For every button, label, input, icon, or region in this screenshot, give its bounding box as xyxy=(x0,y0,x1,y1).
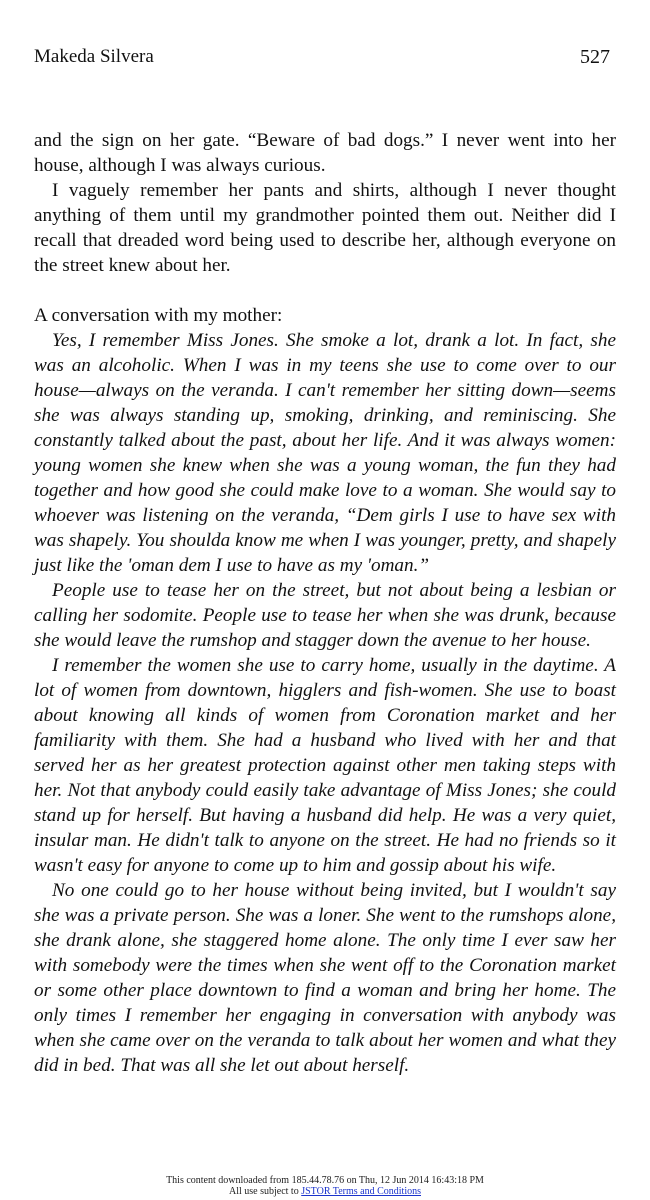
author-name: Makeda Silvera xyxy=(34,46,154,67)
body-text xyxy=(34,128,616,1078)
paragraph-mother-quote-3: I remember the women she use to carry home, usually in the daytime. A lot of women from downtown, higglers and fish-women. She use to boast about knowing all kinds of women from Coronation market and her familiarity with them. She had a husband who lived with her and that served her as her greatest protection against other men taking steps with her. Not that anybody could easily take advantage of Miss Jones; she could stand up for herself. But having a husband did help. He was a very quiet, insular man. He didn't talk to anyone on the street. He had no friends so it wasn't easy for anyone to come up to him and gossip about his wife. xyxy=(34,655,616,876)
running-header xyxy=(34,46,610,72)
terms-prefix: All use subject to xyxy=(229,1186,299,1197)
download-footer xyxy=(0,1175,650,1197)
paragraph-continuation: and the sign on her gate. “Beware of bad dogs.” I never went into her house, although I was always curious. xyxy=(34,130,616,176)
page-number: 527 xyxy=(580,46,610,68)
paragraph-mother-quote-2: People use to tease her on the street, but not about being a lesbian or calling her sodomite. People use to tease her when she was drunk, because she would leave the rumshop and stagger down the avenue to her house. xyxy=(34,580,616,651)
conversation-heading: A conversation with my mother: xyxy=(34,305,283,326)
download-notice: This content downloaded from 185.44.78.76 on Thu, 12 Jun 2014 16:43:18 PM xyxy=(166,1175,484,1186)
paragraph-grandmother-memory: I vaguely remember her pants and shirts, although I never thought anything of them until my grandmother pointed them out. Neither did I recall that dreaded word being used to describe her, although everyone on the street knew about her. xyxy=(34,180,616,276)
jstor-terms-link[interactable]: JSTOR Terms and Conditions xyxy=(301,1186,421,1197)
paragraph-mother-quote-4: No one could go to her house without being invited, but I wouldn't say she was a private person. She was a loner. She went to the rumshops alone, she drank alone, she staggered home alone. The only time I ever saw her with somebody were the times when she went off to the Coronation market or some other place downtown to find a woman and bring her home. The only times I remember her engaging in conversation with anybody was when she came over on the veranda to talk about her women and what they did in bed. That was all she let out about herself. xyxy=(34,880,616,1076)
terms-line xyxy=(0,1186,650,1197)
paragraph-mother-quote-1: Yes, I remember Miss Jones. She smoke a lot, drank a lot. In fact, she was an alcoholic. When I was in my teens she use to come over to our house—always on the veranda. I can't remember her sitting down—seems she was always standing up, smoking, drinking, and reminiscing. She constantly talked about the past, about her life. And it was always women: young women she knew when she was a young woman, the fun they had together and how good she could make love to a woman. She would say to whoever was listening on the veranda, “Dem girls I use to have sex with was shapely. You shoulda know me when I was younger, pretty, and shapely just like the 'oman dem I use to have as my 'oman.” xyxy=(34,330,616,576)
